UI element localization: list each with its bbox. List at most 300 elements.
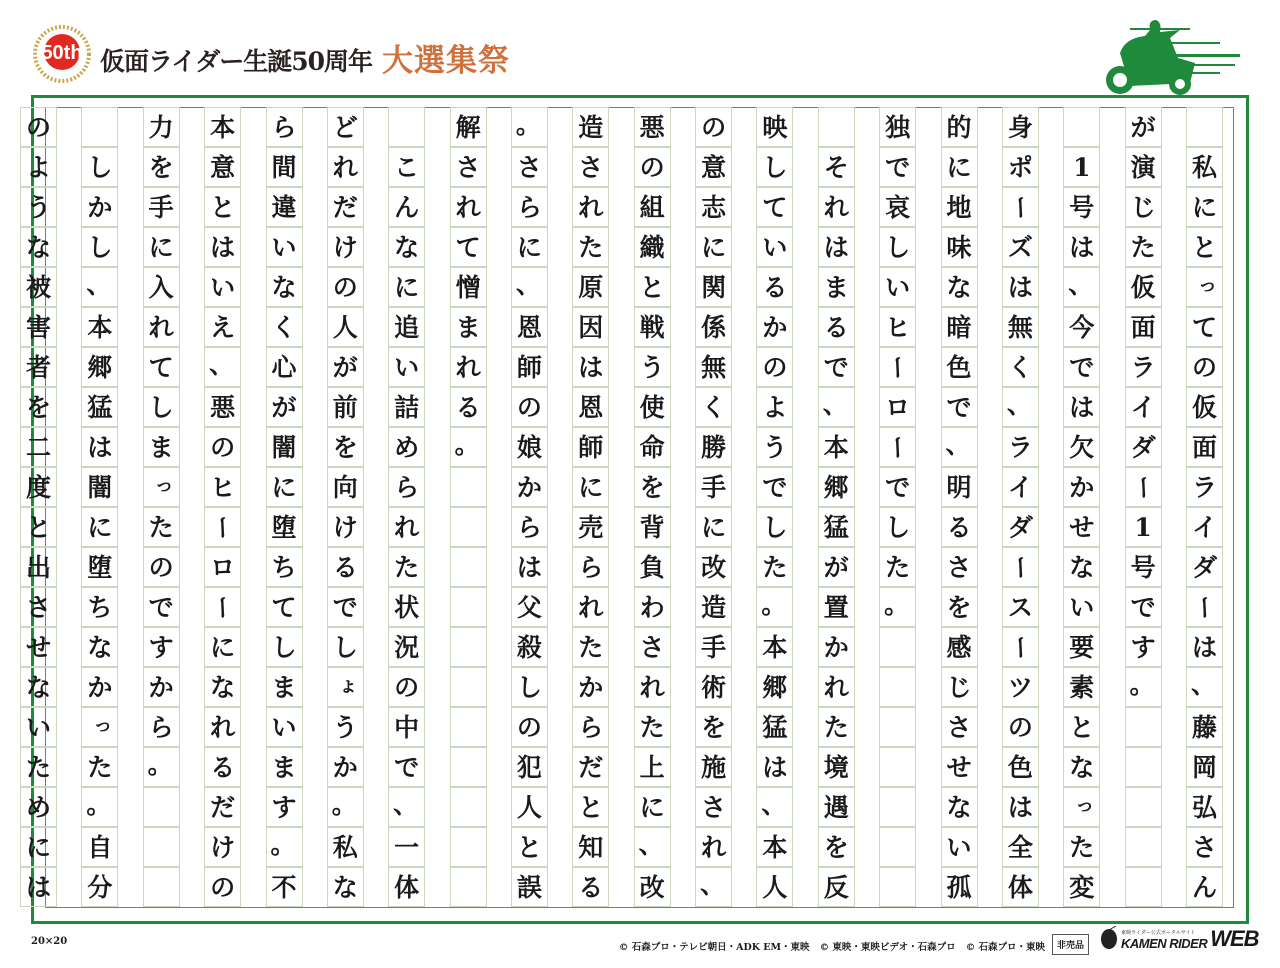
cell-char: っ — [154, 473, 174, 496]
cell-char: 演 — [1130, 152, 1156, 182]
cell-char: 間 — [271, 152, 297, 182]
cell-char: と — [639, 272, 665, 302]
cell-char: る — [332, 552, 358, 582]
manuscript-cell — [143, 187, 180, 227]
cell-char: と — [25, 512, 51, 542]
manuscript-cell — [695, 227, 732, 267]
cell-char: れ — [701, 832, 727, 862]
brand-sub: 東映ライダー公式ポータルサイト — [1121, 930, 1196, 936]
manuscript-cell — [143, 267, 180, 307]
manuscript-cell — [266, 667, 303, 707]
cell-char: で — [885, 152, 911, 182]
cell-char: な — [271, 272, 297, 302]
cell-char: す — [148, 632, 174, 662]
cell-char: る — [578, 872, 604, 902]
cell-char: に — [516, 232, 542, 262]
manuscript-cell — [1063, 547, 1100, 587]
manuscript-cell — [756, 867, 793, 907]
cell-char: に — [701, 512, 727, 542]
manuscript-cell — [327, 747, 364, 787]
manuscript-cell — [818, 707, 855, 747]
cell-char: い — [762, 232, 788, 262]
manuscript-cell — [81, 707, 118, 747]
cell-char: け — [332, 512, 358, 542]
manuscript-cell — [450, 627, 487, 667]
cell-char: 害 — [25, 312, 51, 342]
cell-char: 力 — [148, 112, 174, 142]
cell-char: に — [701, 232, 727, 262]
cell-char: 明 — [946, 472, 972, 502]
manuscript-cell — [450, 387, 487, 427]
manuscript-cell — [1002, 587, 1039, 627]
cell-char: 味 — [946, 232, 972, 262]
manuscript-cell — [266, 347, 303, 387]
cell-char: ダ — [1191, 552, 1217, 582]
manuscript-cell — [511, 147, 548, 187]
manuscript-cell — [81, 107, 118, 147]
cell-char: 娘 — [516, 432, 542, 462]
cell-char: は — [1191, 632, 1217, 662]
manuscript-cell — [695, 627, 732, 667]
cell-char: の — [516, 712, 542, 742]
manuscript-cell — [388, 507, 425, 547]
manuscript-cell — [1002, 827, 1039, 867]
manuscript-cell — [143, 547, 180, 587]
manuscript-cell — [143, 627, 180, 667]
manuscript-cell — [204, 827, 241, 867]
cell-char: れ — [578, 592, 604, 622]
cell-char: 人 — [516, 792, 542, 822]
manuscript-cell — [1186, 307, 1223, 347]
cell-char: 私 — [1191, 152, 1217, 182]
manuscript-cell — [572, 667, 609, 707]
cell-char: 、 — [86, 270, 112, 299]
manuscript-cell — [81, 267, 118, 307]
manuscript-cell — [388, 707, 425, 747]
cell-char: に — [946, 152, 972, 182]
cell-char: ダ — [1007, 512, 1033, 542]
cell-char: す — [1130, 632, 1156, 662]
manuscript-cell — [818, 147, 855, 187]
manuscript-cell — [1125, 307, 1162, 347]
manuscript-cell — [1125, 867, 1162, 907]
cell-char: 堕 — [87, 552, 113, 582]
manuscript-cell — [388, 387, 425, 427]
cell-char: 本 — [762, 632, 788, 662]
cell-char: 出 — [25, 552, 51, 582]
cell-char: そ — [823, 152, 849, 182]
manuscript-cell — [818, 467, 855, 507]
manuscript-cell — [511, 667, 548, 707]
manuscript-cell — [634, 187, 671, 227]
cell-char: う — [762, 432, 788, 462]
cell-char: ラ — [1130, 352, 1156, 382]
manuscript-cell — [388, 867, 425, 907]
manuscript-cell — [756, 787, 793, 827]
manuscript-cell — [511, 747, 548, 787]
cell-char: し — [885, 232, 911, 262]
manuscript-cell — [756, 707, 793, 747]
manuscript-cell — [1125, 427, 1162, 467]
cell-char: た — [578, 632, 604, 662]
cell-char: ー — [208, 514, 238, 540]
manuscript-cell — [1125, 147, 1162, 187]
cell-char: 面 — [1130, 312, 1156, 342]
manuscript-cell — [634, 307, 671, 347]
cell-char: の — [1191, 352, 1217, 382]
manuscript-cell — [695, 427, 732, 467]
manuscript-cell — [327, 187, 364, 227]
manuscript-cell — [572, 587, 609, 627]
cell-char: す — [271, 792, 297, 822]
manuscript-cell — [327, 867, 364, 907]
cell-char: 憎 — [455, 272, 481, 302]
manuscript-cell — [266, 627, 303, 667]
manuscript-cell — [266, 867, 303, 907]
kamen-rider-web-logo — [1100, 926, 1259, 950]
cell-char: ら — [148, 712, 174, 742]
manuscript-cell — [941, 747, 978, 787]
manuscript-cell — [1002, 627, 1039, 667]
cell-char: さ — [516, 152, 542, 182]
manuscript-cell — [818, 267, 855, 307]
cell-char: ょ — [338, 673, 358, 696]
manuscript-cell — [1125, 187, 1162, 227]
cell-char: る — [210, 752, 236, 782]
manuscript-cell — [756, 387, 793, 427]
cell-char: く — [271, 312, 297, 342]
manuscript-cell — [634, 147, 671, 187]
manuscript-cell — [450, 267, 487, 307]
cell-char: 織 — [639, 232, 665, 262]
cell-char: 郷 — [823, 472, 849, 502]
cell-char: 解 — [455, 112, 481, 142]
cell-char: る — [455, 392, 481, 422]
manuscript-cell — [695, 747, 732, 787]
manuscript-cell — [143, 827, 180, 867]
cell-char: 施 — [701, 752, 727, 782]
manuscript-cell — [388, 627, 425, 667]
cell-char: だ — [332, 192, 358, 222]
cell-char: で — [1069, 352, 1095, 382]
manuscript-cell — [756, 147, 793, 187]
cell-char: い — [210, 272, 236, 302]
manuscript-cell — [450, 227, 487, 267]
cell-char: 堕 — [271, 512, 297, 542]
cell-char: し — [762, 512, 788, 542]
cell-char: 素 — [1069, 672, 1095, 702]
manuscript-cell — [879, 547, 916, 587]
manuscript-cell — [879, 427, 916, 467]
cell-char: ら — [578, 712, 604, 742]
manuscript-cell — [1063, 627, 1100, 667]
manuscript-cell — [1186, 267, 1223, 307]
manuscript-cell — [879, 267, 916, 307]
cell-char: は — [578, 352, 604, 382]
cell-char: 号 — [1069, 192, 1095, 222]
cell-char: 父 — [516, 592, 542, 622]
cell-char: れ — [394, 512, 420, 542]
manuscript-cell — [1125, 747, 1162, 787]
cell-char: は — [762, 752, 788, 782]
cell-char: て — [271, 592, 297, 622]
cell-char: し — [87, 232, 113, 262]
cell-char: め — [25, 792, 51, 822]
manuscript-cell — [941, 867, 978, 907]
manuscript-cell — [1186, 787, 1223, 827]
cell-char: ー — [883, 354, 913, 380]
manuscript-cell — [1186, 107, 1223, 147]
logo-text: 50th — [41, 42, 83, 64]
manuscript-cell — [1002, 227, 1039, 267]
cell-char: 係 — [701, 312, 727, 342]
cell-char: 犯 — [516, 752, 542, 782]
cell-char: 。 — [1129, 670, 1155, 699]
manuscript-cell — [20, 827, 57, 867]
manuscript-cell — [879, 187, 916, 227]
cell-char: を — [332, 432, 358, 462]
cell-char: 1 — [1134, 512, 1152, 542]
cell-char: 師 — [578, 432, 604, 462]
manuscript-cell — [1002, 787, 1039, 827]
manuscript-cell — [1186, 587, 1223, 627]
manuscript-cell — [1002, 307, 1039, 347]
manuscript-cell — [1002, 507, 1039, 547]
manuscript-cell — [450, 107, 487, 147]
manuscript-cell — [572, 867, 609, 907]
cell-char: る — [823, 312, 849, 342]
manuscript-cell — [266, 227, 303, 267]
manuscript-cell — [1125, 507, 1162, 547]
manuscript-cell — [511, 107, 548, 147]
manuscript-cell — [879, 387, 916, 427]
cell-char: 心 — [271, 352, 297, 382]
manuscript-cell — [20, 147, 57, 187]
manuscript-cell — [450, 707, 487, 747]
cell-char: し — [762, 152, 788, 182]
manuscript-cell — [818, 867, 855, 907]
manuscript-cell — [388, 307, 425, 347]
cell-char: え — [210, 312, 236, 342]
manuscript-cell — [327, 387, 364, 427]
cell-char: 師 — [516, 352, 542, 382]
manuscript-cell — [818, 547, 855, 587]
manuscript-cell — [634, 667, 671, 707]
manuscript-cell — [20, 227, 57, 267]
manuscript-cell — [511, 427, 548, 467]
manuscript-cell — [634, 507, 671, 547]
manuscript-cell — [204, 307, 241, 347]
cell-char: 造 — [701, 592, 727, 622]
manuscript-cell — [941, 107, 978, 147]
cell-char: 意 — [210, 152, 236, 182]
cell-char: ー — [1128, 474, 1158, 500]
manuscript-cell — [634, 707, 671, 747]
cell-char: 追 — [394, 312, 420, 342]
manuscript-cell — [756, 667, 793, 707]
manuscript-cell — [450, 507, 487, 547]
manuscript-cell — [879, 627, 916, 667]
manuscript-cell — [81, 347, 118, 387]
manuscript-cell — [695, 787, 732, 827]
cell-char: 藤 — [1191, 712, 1217, 742]
manuscript-cell — [204, 387, 241, 427]
cell-char: 、 — [945, 430, 971, 459]
cell-char: ズ — [1007, 232, 1033, 262]
brand-web: WEB — [1210, 926, 1259, 951]
manuscript-cell — [20, 427, 57, 467]
cell-char: 地 — [946, 192, 972, 222]
manuscript-cell — [756, 427, 793, 467]
manuscript-cell — [1002, 187, 1039, 227]
manuscript-cell — [1125, 547, 1162, 587]
manuscript-cell — [20, 627, 57, 667]
cell-char: た — [148, 512, 174, 542]
manuscript-cell — [1186, 347, 1223, 387]
manuscript-cell — [756, 227, 793, 267]
manuscript-cell — [1186, 427, 1223, 467]
cell-char: ー — [883, 434, 913, 460]
cell-char: 。 — [761, 590, 787, 619]
manuscript-cell — [204, 547, 241, 587]
cell-char: こ — [394, 152, 420, 182]
cell-char: な — [25, 672, 51, 702]
cell-char: れ — [455, 192, 481, 222]
manuscript-cell — [1063, 667, 1100, 707]
manuscript-cell — [1186, 867, 1223, 907]
manuscript-cell — [327, 507, 364, 547]
manuscript-cell — [941, 627, 978, 667]
cell-char: た — [885, 552, 911, 582]
cell-char: に — [639, 792, 665, 822]
manuscript-cell — [1063, 147, 1100, 187]
manuscript-cell — [266, 147, 303, 187]
manuscript-cell — [695, 707, 732, 747]
manuscript-cell — [143, 707, 180, 747]
manuscript-cell — [327, 347, 364, 387]
motorcycle-rider-icon — [1090, 8, 1250, 96]
manuscript-cell — [1002, 467, 1039, 507]
cell-char: 悪 — [639, 112, 665, 142]
cell-char: ダ — [1130, 432, 1156, 462]
not-for-sale-badge: 非売品 — [1052, 934, 1089, 955]
cell-char: 戦 — [639, 312, 665, 342]
manuscript-cell — [1186, 387, 1223, 427]
manuscript-cell — [20, 107, 57, 147]
manuscript-cell — [1063, 267, 1100, 307]
manuscript-cell — [1186, 227, 1223, 267]
manuscript-cell — [204, 187, 241, 227]
manuscript-cell — [143, 867, 180, 907]
manuscript-cell — [1063, 187, 1100, 227]
cell-char: 身 — [1007, 112, 1033, 142]
cell-char: っ — [1197, 273, 1217, 296]
manuscript-cell — [266, 307, 303, 347]
cell-char: ら — [271, 112, 297, 142]
cell-char: の — [762, 352, 788, 382]
manuscript-cell — [20, 507, 57, 547]
cell-char: い — [946, 832, 972, 862]
manuscript-cell — [450, 347, 487, 387]
cell-char: を — [823, 832, 849, 862]
cell-char: て — [1191, 312, 1217, 342]
manuscript-cell — [572, 547, 609, 587]
cell-char: ラ — [1191, 472, 1217, 502]
cell-char: 前 — [332, 392, 358, 422]
manuscript-cell — [81, 427, 118, 467]
cell-char: は — [87, 432, 113, 462]
manuscript-cell — [572, 307, 609, 347]
cell-char: を — [701, 712, 727, 742]
cell-char: は — [823, 232, 849, 262]
manuscript-cell — [511, 387, 548, 427]
manuscript-cell — [20, 747, 57, 787]
cell-char: か — [1069, 472, 1095, 502]
manuscript-cell — [143, 787, 180, 827]
cell-char: 仮 — [1130, 272, 1156, 302]
manuscript-cell — [143, 387, 180, 427]
manuscript-cell — [450, 587, 487, 627]
cell-char: か — [148, 672, 174, 702]
manuscript-cell — [756, 107, 793, 147]
manuscript-cell — [695, 267, 732, 307]
manuscript-cell — [756, 587, 793, 627]
cell-char: ど — [332, 112, 358, 142]
manuscript-cell — [20, 787, 57, 827]
manuscript-cell — [1063, 827, 1100, 867]
manuscript-cell — [879, 507, 916, 547]
cell-char: 猛 — [87, 392, 113, 422]
cell-char: 上 — [639, 752, 665, 782]
cell-char: め — [394, 432, 420, 462]
cell-char: 暗 — [946, 312, 972, 342]
cell-char: は — [1007, 272, 1033, 302]
manuscript-cell — [818, 587, 855, 627]
manuscript-cell — [20, 307, 57, 347]
manuscript-cell — [327, 307, 364, 347]
manuscript-cell — [81, 747, 118, 787]
manuscript-cell — [756, 627, 793, 667]
cell-char: 原 — [578, 272, 604, 302]
manuscript-cell — [941, 187, 978, 227]
cell-char: い — [885, 272, 911, 302]
cell-char: 造 — [578, 112, 604, 142]
cell-char: わ — [639, 592, 665, 622]
copyright-credits — [609, 939, 1045, 953]
manuscript-cell — [1002, 387, 1039, 427]
cell-char: の — [25, 112, 51, 142]
cell-char: じ — [1130, 192, 1156, 222]
cell-char: の — [516, 392, 542, 422]
cell-char: 人 — [762, 872, 788, 902]
cell-char: せ — [946, 752, 972, 782]
cell-char: 負 — [639, 552, 665, 582]
cell-char: 置 — [823, 592, 849, 622]
manuscript-cell — [204, 667, 241, 707]
cell-char: た — [823, 712, 849, 742]
manuscript-cell — [81, 507, 118, 547]
manuscript-cell — [143, 587, 180, 627]
manuscript-cell — [1002, 267, 1039, 307]
manuscript-cell — [1186, 147, 1223, 187]
cell-char: 、 — [515, 270, 541, 299]
manuscript-cell — [634, 547, 671, 587]
cell-char: の — [210, 432, 236, 462]
manuscript-cell — [695, 147, 732, 187]
cell-char: ロ — [210, 552, 236, 582]
manuscript-cell — [818, 427, 855, 467]
credit: © 東映・東映ビデオ・石森プロ — [819, 942, 956, 953]
